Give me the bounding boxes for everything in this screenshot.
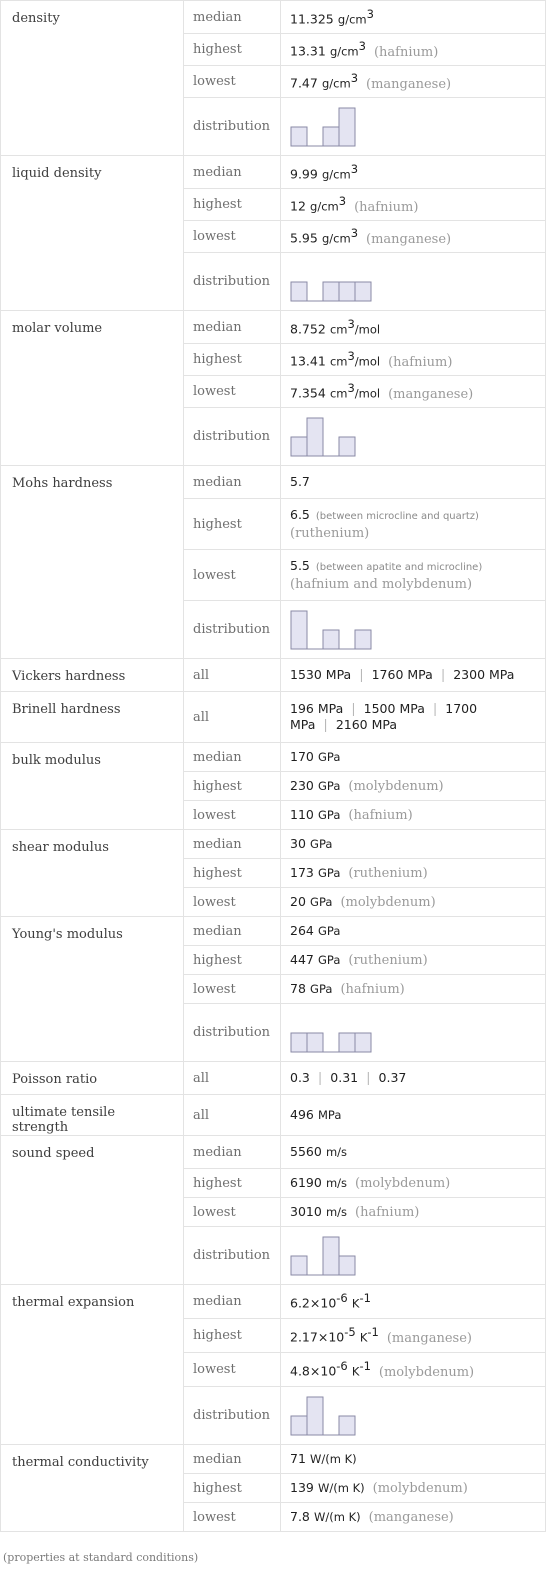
unit-exponent: 3 [366,6,374,21]
unit: GPa [318,750,341,764]
stat-label: median [184,1285,281,1319]
property-name: Young's modulus [1,917,184,1062]
footer-note: (properties at standard conditions) [3,1551,199,1564]
unit: g/cm [310,199,339,214]
property-name: Brinell hardness [1,692,184,743]
stat-value [281,408,546,466]
value: 264 [290,923,314,938]
property-name: density [1,1,184,156]
property-name: molar volume [1,311,184,466]
histogram-bar [323,1237,339,1275]
histogram-bar [323,630,339,649]
source-note: (hafnium) [354,199,419,215]
value: 6.5 [290,507,310,522]
exponent: -6 [336,1291,348,1306]
times-sign: ×10 [317,1329,345,1345]
source-note: (manganese) [368,1510,454,1525]
unit: g/cm [321,167,351,182]
value: 6190 [290,1175,322,1190]
stat-label: lowest [184,66,281,98]
table-row [1,1445,546,1474]
stat-label: median [184,1136,281,1169]
stat-value [281,1445,546,1474]
unit: cm [329,354,348,369]
source-note: (hafnium and molybdenum) [290,577,473,592]
stat-value [281,1285,546,1319]
unit-suffix: /mol [354,322,381,337]
stat-label: highest [184,1169,281,1198]
histogram-bar [323,282,339,301]
unit: GPa [310,837,333,851]
unit-exponent: 3 [347,316,355,331]
stat-value [281,466,546,499]
value: 5.7 [290,474,310,489]
separator: | [359,668,364,683]
stat-value [281,311,546,344]
unit: m/s [325,1205,348,1219]
source-note: (ruthenium) [290,526,370,541]
table-row [1,156,546,189]
separator: | [366,1071,371,1086]
value: 173 [290,865,314,880]
mantissa: 2.17 [290,1329,318,1345]
stat-label: median [184,830,281,859]
property-name: shear modulus [1,830,184,917]
unit: GPa [318,808,341,822]
stat-value [281,1227,546,1285]
stat-label: median [184,743,281,772]
stat-label: lowest [184,550,281,601]
histogram-bar [355,630,371,649]
unit: g/cm [337,12,367,27]
distribution-histogram [290,417,356,457]
histogram-bar [291,282,307,301]
stat-value [281,830,546,859]
stat-label: lowest [184,888,281,917]
table-row [1,692,546,743]
stat-label: median [184,156,281,189]
source-note: (hafnium) [373,44,439,60]
property-name: Vickers hardness [1,659,184,692]
separator: | [351,702,356,717]
stat-label: all [184,1095,281,1136]
histogram-bar [339,108,355,146]
stat-value [281,550,546,601]
stat-label: distribution [184,1227,281,1285]
stat-value [281,1136,546,1169]
histogram-bar [291,611,307,649]
table-row [1,466,546,499]
separator: | [432,702,438,717]
value: 71 [290,1451,306,1466]
exponent: -5 [344,1325,356,1340]
unit: m/s [325,1176,348,1190]
source-note: (hafnium) [340,982,405,997]
histogram-bar [307,418,323,456]
distribution-histogram [290,262,372,302]
stat-value [281,1387,546,1445]
stat-label: highest [184,1319,281,1353]
stat-value [281,859,546,888]
value: 30 [290,836,306,851]
stat-label: median [184,1,281,34]
stat-label: distribution [184,253,281,311]
value: 5560 [290,1144,322,1159]
source-note: (hafnium) [388,354,453,370]
mantissa: 4.8 [290,1363,310,1379]
stat-label: distribution [184,98,281,156]
stat-value [281,253,546,311]
unit: K [351,1364,360,1379]
list-value: 0.37 [378,1070,407,1085]
stat-label: all [184,1062,281,1095]
stat-label: distribution [184,1387,281,1445]
unit-exponent: 3 [338,194,347,209]
unit: MPa [318,1108,342,1122]
distribution-histogram [290,1013,372,1053]
unit: GPa [318,924,341,938]
scale-note: (between microcline and quartz) [315,511,479,522]
table-row [1,311,546,344]
unit-exponent: 3 [358,39,366,54]
stat-label: distribution [184,1004,281,1062]
times-sign: ×10 [309,1295,337,1311]
source-note: (manganese) [386,1330,472,1346]
unit-exponent: -1 [359,1291,371,1306]
histogram-bar [291,437,307,456]
unit-exponent: 3 [350,161,359,176]
stat-label: lowest [184,376,281,408]
unit: K [351,1296,360,1311]
value: 20 [290,894,306,909]
list-value: 1700 MPa [290,701,478,732]
stat-value [281,1319,546,1353]
stat-label: all [184,692,281,743]
stat-value [281,156,546,189]
stat-value [281,601,546,659]
source-note: (molybdenum) [348,779,444,794]
stat-value [281,659,546,692]
property-name: sound speed [1,1136,184,1285]
stat-value [281,801,546,830]
histogram-bar [307,1033,323,1052]
value: 230 [290,778,314,793]
stat-value [281,1004,546,1062]
unit-suffix: /mol [354,354,381,369]
list-value: 1760 MPa [371,667,433,682]
histogram-bar [291,1256,307,1275]
histogram-bar [339,1256,355,1275]
list-value: 0.3 [290,1070,310,1085]
stat-label: median [184,1445,281,1474]
stat-value [281,98,546,156]
source-note: (ruthenium) [348,953,428,968]
stat-value [281,772,546,801]
value: 170 [290,749,314,764]
times-sign: ×10 [309,1363,337,1379]
scale-note: (between apatite and microcline) [315,562,483,573]
stat-label: median [184,466,281,499]
value: 139 [290,1480,314,1495]
histogram-bar [339,282,355,301]
stat-label: lowest [184,975,281,1004]
value: 7.8 [290,1509,310,1524]
distribution-histogram [290,107,356,147]
stat-label: distribution [184,601,281,659]
stat-label: highest [184,772,281,801]
value: 11.325 [290,11,334,27]
stat-value [281,1,546,34]
separator: | [323,718,328,733]
property-name: ultimate tensile strength [1,1095,184,1136]
stat-label: highest [184,189,281,221]
separator: | [317,1071,323,1086]
exponent: -6 [336,1359,348,1374]
value: 7.354 [290,385,326,401]
unit: W/(m K) [314,1510,361,1524]
list-value: 1530 MPa [290,667,352,682]
unit: cm [329,322,348,337]
source-note: (manganese) [388,386,474,402]
distribution-histogram [290,1396,356,1436]
stat-value [281,1353,546,1387]
unit: W/(m K) [310,1452,357,1466]
source-note: (molybdenum) [378,1364,475,1380]
list-value: 2160 MPa [335,717,398,732]
stat-value [281,1062,546,1095]
table-row [1,659,546,692]
property-name: Poisson ratio [1,1062,184,1095]
stat-value [281,692,546,743]
value: 13.41 [290,353,326,369]
stat-value [281,1169,546,1198]
unit: g/cm [321,231,351,246]
distribution-histogram [290,1236,356,1276]
stat-value [281,975,546,1004]
unit-exponent: -1 [367,1325,379,1340]
property-name: liquid density [1,156,184,311]
stat-label: median [184,917,281,946]
value: 8.752 [290,321,326,337]
unit-exponent: 3 [347,381,355,396]
stat-value [281,499,546,550]
table-row [1,917,546,946]
stat-label: all [184,659,281,692]
unit-suffix: /mol [354,386,381,401]
table-row [1,1,546,34]
source-note: (manganese) [366,231,452,247]
list-value: 196 MPa [290,701,344,716]
stat-value [281,1095,546,1136]
stat-value [281,376,546,408]
stat-value [281,34,546,66]
unit: GPa [310,982,333,996]
stat-label: distribution [184,408,281,466]
property-name: thermal expansion [1,1285,184,1445]
source-note: (molybdenum) [372,1481,468,1496]
value: 3010 [290,1204,322,1219]
source-note: (hafnium) [348,808,413,823]
stat-value [281,221,546,253]
stat-label: highest [184,1474,281,1503]
stat-label: lowest [184,801,281,830]
unit-exponent: 3 [347,349,355,364]
table-row [1,830,546,859]
unit: GPa [310,895,333,909]
unit: g/cm [329,44,359,59]
source-note: (molybdenum) [355,1176,451,1191]
value: 496 [290,1107,314,1122]
property-name: bulk modulus [1,743,184,830]
source-note: (manganese) [366,76,452,92]
unit: GPa [318,953,341,967]
stat-label: highest [184,34,281,66]
list-value: 1500 MPa [363,701,425,716]
stat-value [281,743,546,772]
unit: GPa [318,866,341,880]
histogram-bar [307,1397,323,1435]
source-note: (hafnium) [355,1205,420,1220]
value: 12 [290,198,306,214]
list-value: 2300 MPa [453,667,515,682]
table-row [1,1095,546,1136]
histogram-bar [339,1033,355,1052]
histogram-bar [339,437,355,456]
unit: K [359,1330,368,1345]
value: 110 [290,807,314,822]
histogram-bar [323,127,339,146]
histogram-bar [339,1416,355,1435]
distribution-histogram [290,610,372,650]
stat-value [281,946,546,975]
unit: W/(m K) [318,1481,365,1495]
stat-value [281,917,546,946]
mantissa: 6.2 [290,1295,310,1311]
histogram-bar [355,282,371,301]
stat-value [281,888,546,917]
value: 9.99 [290,166,318,182]
stat-value [281,66,546,98]
value: 13.31 [290,43,326,59]
histogram-bar [355,1033,371,1052]
value: 78 [290,981,306,996]
unit-exponent: 3 [350,71,359,86]
stat-label: median [184,311,281,344]
unit: m/s [325,1145,348,1159]
unit: GPa [318,779,341,793]
value: 5.95 [290,230,318,246]
unit: cm [329,386,348,401]
unit-exponent: -1 [359,1359,371,1374]
stat-label: lowest [184,1503,281,1532]
property-name: Mohs hardness [1,466,184,659]
source-note: (ruthenium) [348,866,428,881]
stat-label: highest [184,859,281,888]
list-value: 0.31 [330,1070,359,1085]
stat-label: highest [184,946,281,975]
table-row [1,743,546,772]
value: 447 [290,952,314,967]
stat-label: lowest [184,221,281,253]
histogram-bar [291,1416,307,1435]
stat-value [281,344,546,376]
stat-label: lowest [184,1198,281,1227]
table-row [1,1136,546,1169]
table-row [1,1285,546,1319]
unit: g/cm [321,76,351,91]
source-note: (molybdenum) [340,895,436,910]
stat-label: highest [184,344,281,376]
stat-value [281,1474,546,1503]
table-row [1,1062,546,1095]
stat-value [281,1503,546,1532]
value: 5.5 [290,558,310,573]
unit-exponent: 3 [350,226,359,241]
stat-label: highest [184,499,281,550]
histogram-bar [291,127,307,146]
property-name: thermal conductivity [1,1445,184,1532]
separator: | [440,668,446,683]
stat-value [281,189,546,221]
histogram-bar [291,1033,307,1052]
stat-label: lowest [184,1353,281,1387]
value: 7.47 [290,75,318,91]
stat-value [281,1198,546,1227]
